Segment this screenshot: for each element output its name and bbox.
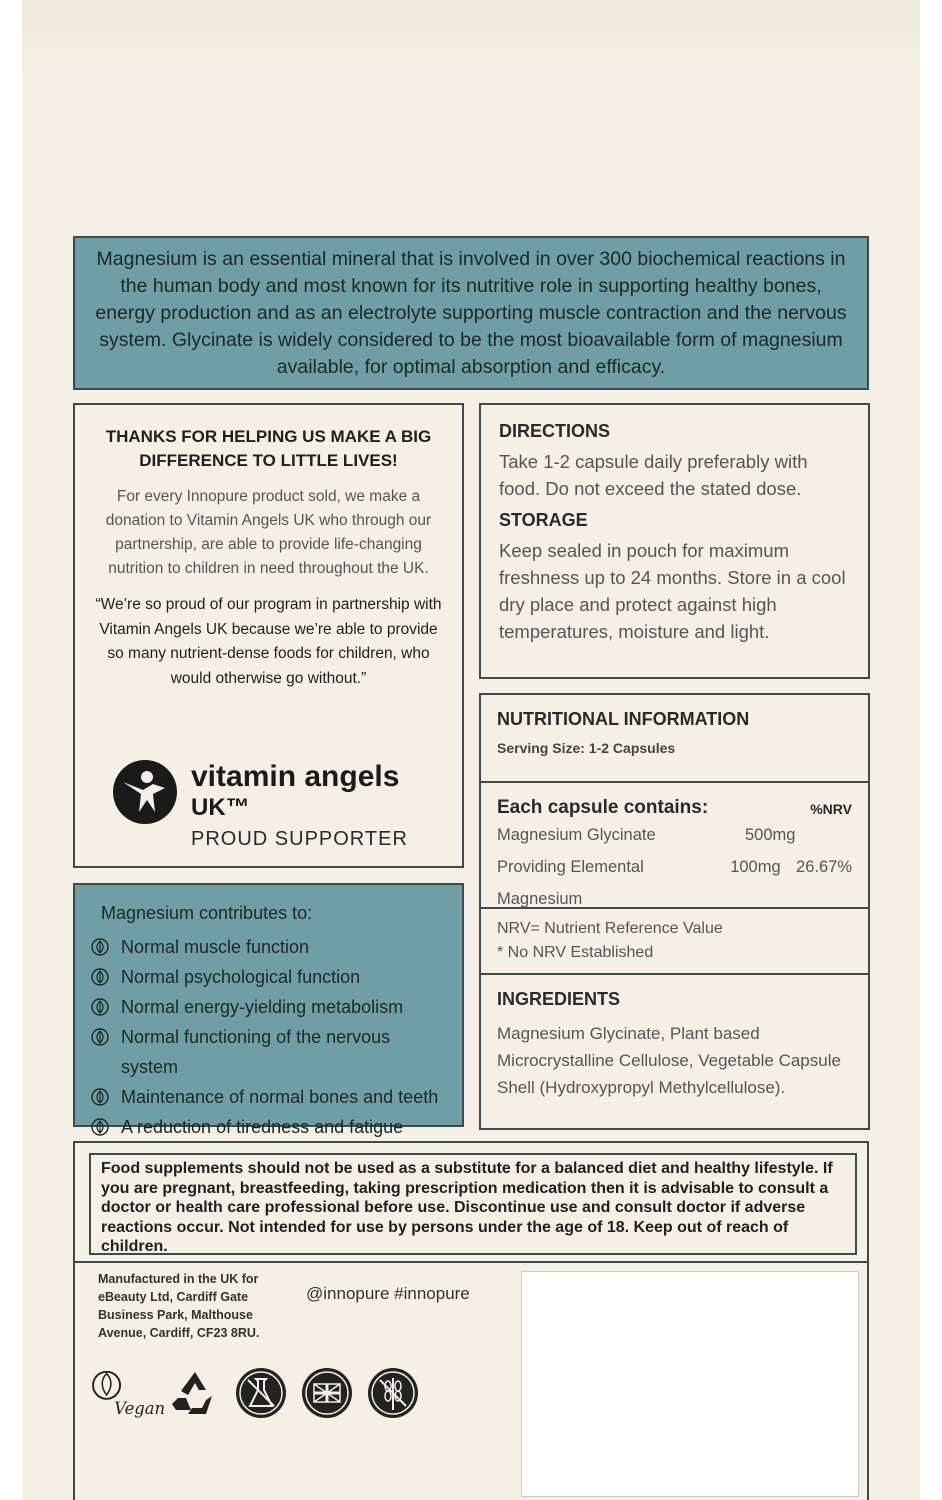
recycle-icon <box>168 1366 222 1420</box>
social-handle: @innopure #innopure <box>306 1284 470 1303</box>
vegan-label: Vegan <box>114 1399 166 1419</box>
ingredients-block <box>481 975 868 1115</box>
directions-title: DIRECTIONS <box>499 421 611 441</box>
directions-text: Take 1-2 capsule daily preferably with food. Do not exceed the stated dose. <box>499 451 808 499</box>
nutrition-title: NUTRITIONAL INFORMATION <box>497 709 750 729</box>
warning-text: Food supplements should not be used as a substitute for a balanced diet and healthy lifestyle. If you are pregnant, breastfeeding, taking prescription medication then it is advisable to consult a doctor or health care professional before use. Discontinue use and consult doctor if adverse reactions occur. Not intended for use by persons under the age of 18. Keep out of reach of children. <box>89 1153 857 1255</box>
contributes-list <box>91 932 446 1142</box>
leaf-icon <box>91 938 109 956</box>
no-nrv-note: * No NRV Established <box>497 944 654 961</box>
each-capsule-label: Each capsule contains: <box>497 797 709 818</box>
nrv-header: %NRV <box>810 801 852 817</box>
list-item: Normal psychological function <box>91 962 446 992</box>
gluten-free-icon <box>366 1366 420 1420</box>
list-item: A reduction of tiredness and fatigue <box>91 1112 446 1142</box>
intro-panel <box>73 236 869 390</box>
logo-uk: UK™ <box>191 794 250 821</box>
contributes-panel <box>73 883 464 1137</box>
angel-icon <box>113 760 177 824</box>
storage-text: Keep sealed in pouch for maximum freshness up to 24 months. Store in a cool dry place and protect against high temperatures, moisture and light. <box>499 540 846 642</box>
warning-panel <box>73 1141 869 1263</box>
vegan-icon <box>84 1366 166 1420</box>
nutrition-header <box>481 695 868 783</box>
logo-supporter: PROUD SUPPORTER <box>191 828 408 850</box>
intro-text: Magnesium is an essential mineral that is involved in over 300 biochemical reactions in the human body and most known for its nutritive role in supporting healthy bones, energy production and as an electrolyte supporting muscle contraction and the nervous system. Glycinate is widely considered to be the most bioavailable form of magnesium available, for optimal absorption and efficacy. <box>95 248 847 378</box>
leaf-icon <box>91 998 109 1016</box>
ingredients-title: INGREDIENTS <box>497 989 621 1009</box>
thanks-body: For every Innopure product sold, we make a donation to Vitamin Angels UK who through our partnership, are able to provide life-changing nutrition to children in need throughout the UK. <box>105 488 432 577</box>
uk-flag-icon <box>300 1366 354 1420</box>
pouch-seal <box>22 0 920 80</box>
thanks-quote: “We’re so proud of our program in partnership with Vitamin Angels UK because we’re able to provide so many nutrient-dense foods for children, who would otherwise go without.” <box>95 596 442 687</box>
nrv-note: NRV= Nutrient Reference Value <box>497 920 723 937</box>
each-capsule-row <box>497 797 852 819</box>
list-item: Maintenance of normal bones and teeth <box>91 1082 446 1112</box>
list-item: Normal energy-yielding metabolism <box>91 992 446 1022</box>
barcode-area <box>521 1271 859 1497</box>
leaf-icon <box>91 1088 109 1106</box>
nrv-notes <box>481 909 868 975</box>
storage-title: STORAGE <box>499 510 588 530</box>
manufacturer-text: Manufactured in the UK for eBeauty Ltd, Cardiff Gate Business Park, Malthouse Avenue, Cardiff, CF23 8RU. <box>98 1272 260 1340</box>
serving-size: Serving Size: 1-2 Capsules <box>497 740 676 756</box>
list-item: Normal functioning of the nervous system <box>91 1022 446 1082</box>
no-chemicals-icon <box>234 1366 288 1420</box>
ingredients-text: Magnesium Glycinate, Plant based Microcrystalline Cellulose, Vegetable Capsule Shell (Hydroxypropyl Methylcellulose). <box>497 1024 841 1097</box>
nutrition-panel <box>479 693 870 1130</box>
thanks-title: THANKS FOR HELPING US MAKE A BIG DIFFERENCE TO LITTLE LIVES! <box>105 427 432 470</box>
thanks-panel <box>73 403 464 868</box>
leaf-icon <box>91 1028 109 1046</box>
logo-name: vitamin angels <box>191 760 400 793</box>
leaf-icon <box>91 968 109 986</box>
vitamin-angels-logo <box>113 760 433 860</box>
nutrition-table <box>481 783 868 909</box>
list-item: Normal muscle function <box>91 932 446 962</box>
directions-panel <box>479 403 870 679</box>
table-row: Magnesium Glycinate 500mg <box>497 826 796 844</box>
contributes-title: Magnesium contributes to: <box>101 903 313 923</box>
table-row: Providing Elemental Magnesium 100mg 26.67% <box>497 858 852 908</box>
leaf-icon <box>91 1118 109 1136</box>
certification-icons <box>84 1366 434 1432</box>
